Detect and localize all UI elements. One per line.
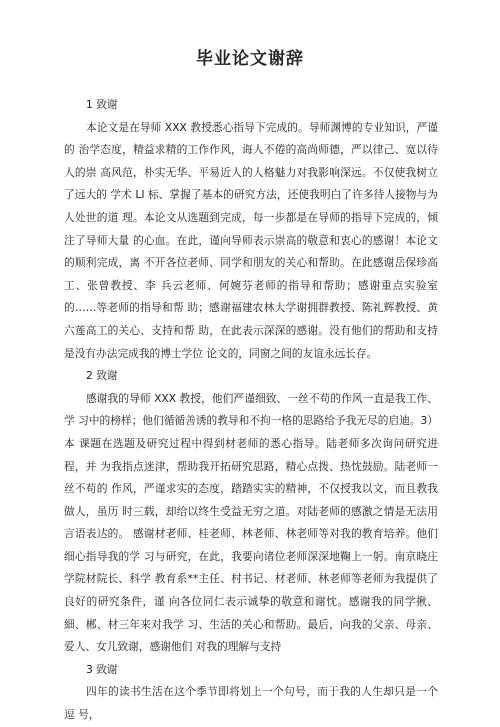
document-body [64, 94, 438, 727]
section-heading-3: 3 致谢 [86, 662, 118, 676]
section-1-paragraph: 本论文是在导师 XXX 教授悉心指导下完成的。导师渊博的专业知识，严谨的 治学态度，精益求精的工作作风，诲人不倦的高尚师德，严以律己、宽以待人的崇 高风范，朴实无华、平易近人的人格魅力对我影响深远。不仅使我树立了远大的 学术 LI 标、掌握了基本的研究方法，还使我明白了许多待人接物与为人处世的道 理。本论文从选题到完成，每一步都是在导师的指导下完成的，倾注了导师大量 的心血。在此，谨向导师表示崇高的敬意和衷心的感谢！本论文的顺利完成，离 不开各位老师、同学和朋友的关心和帮助。在此感谢岳保珍高工、张曾教授、李 兵云老师、何婉芬老师的指导和帮助；感谢重点实验室的……等老师的指导和帮 助；感谢福建农林大学谢拥群教授、陈礼辉教授、黄六莲高工的关心、支持和帮 助，在此表示深深的感谢。没有他们的帮助和支持是没有办法完成我的博士学位 论文的，同窗之间的友谊永远长存。 [64, 120, 438, 360]
section-2-paragraph: 感谢我的导师 XXX 教授，他们严谨细致、一丝不苟的作风一直是我工作、学 习中的榜样；他们循循善诱的教导和不拘一格的思路给予我无尽的启迪。3）本 课题在选题及研究过程中得到材老师的悉心指导。陆老师多次询问研究进程，并 为我指点迷津，帮助我开拓研究思路，精心点拨、热忱鼓励。陆老师一丝不苟的 作风，严谨求实的态度，踏踏实实的精神，不仅授我以文，而且教我做人，虽历 时三载，却给以终生受益无穷之道。对陆老师的感激之情是无法用言语表达的。 感谢材老师、桂老师、林老师、林老师等对我的教育培养。他们细心指导我的学 习与研究，在此，我要向诸位老师深深地鞠上一躬。南京晓庄学院材院长、科学 教育系**主任、村书记、材老师、林老师等老师为我提供了良好的研究条件，谨 向各位同仁表示诚挚的敬意和谢忱。感谢我的同学揪、細、郴、材三年来对我学 习、生活的关心和帮助。最后，向我的父亲、母亲、爱人、女儿致谢，感谢他们 对我的理解与支持 [64, 391, 438, 654]
section-3-paragraph: 四年的读书生活在这个季节即将划上一个句号，而于我的人生却只是一个逗 号， [64, 685, 438, 722]
section-heading-2: 2 致谢 [86, 369, 118, 383]
section-heading-1: 1 致谢 [86, 98, 118, 111]
page-title: 毕业论文谢辞 [196, 49, 304, 69]
